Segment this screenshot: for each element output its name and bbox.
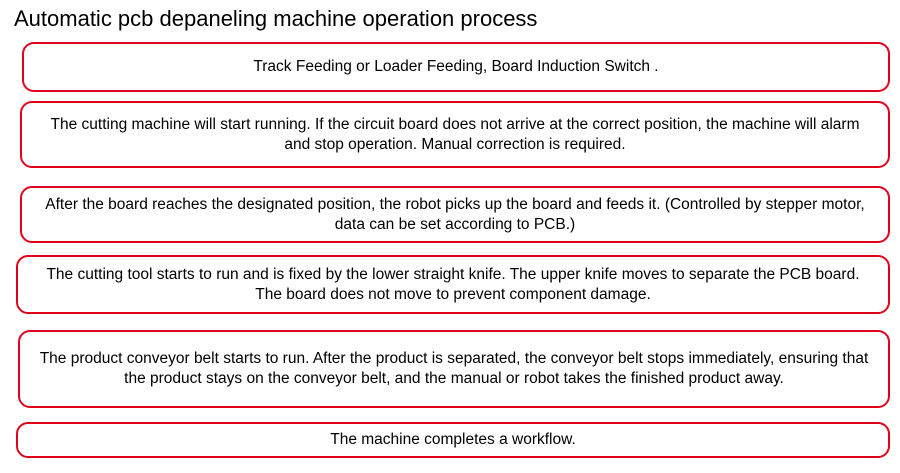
process-step-5-text: The product conveyor belt starts to run. After the product is separated, the conveyor belt stops immediately, ensuring that the product stays on the conveyor belt, and the manual or robot takes the finished product away.: [39, 350, 869, 387]
process-step-2-text: The cutting machine will start running. If the circuit board does not arrive at the correct position, the machine will alarm and stop operation. Manual correction is required.: [50, 115, 860, 153]
process-step-4-text: The cutting tool starts to run and is fixed by the lower straight knife. The upper knife moves to separate the PCB board. The board does not move to prevent component damage.: [46, 265, 860, 303]
process-step-5: [18, 330, 890, 408]
process-step-1: [22, 42, 890, 92]
process-step-6: [16, 422, 890, 458]
process-step-3-text: After the board reaches the designated position, the robot picks up the board and feeds it. (Controlled by stepper motor, data can be set according to PCB.): [45, 195, 865, 233]
process-step-3: [20, 186, 890, 243]
process-step-1-text: Track Feeding or Loader Feeding, Board Induction Switch .: [253, 58, 659, 75]
process-step-4: [16, 255, 890, 314]
diagram-title: Automatic pcb depaneling machine operation process: [14, 6, 538, 31]
process-step-2: [20, 101, 890, 168]
process-step-6-text: The machine completes a workflow.: [330, 431, 576, 448]
